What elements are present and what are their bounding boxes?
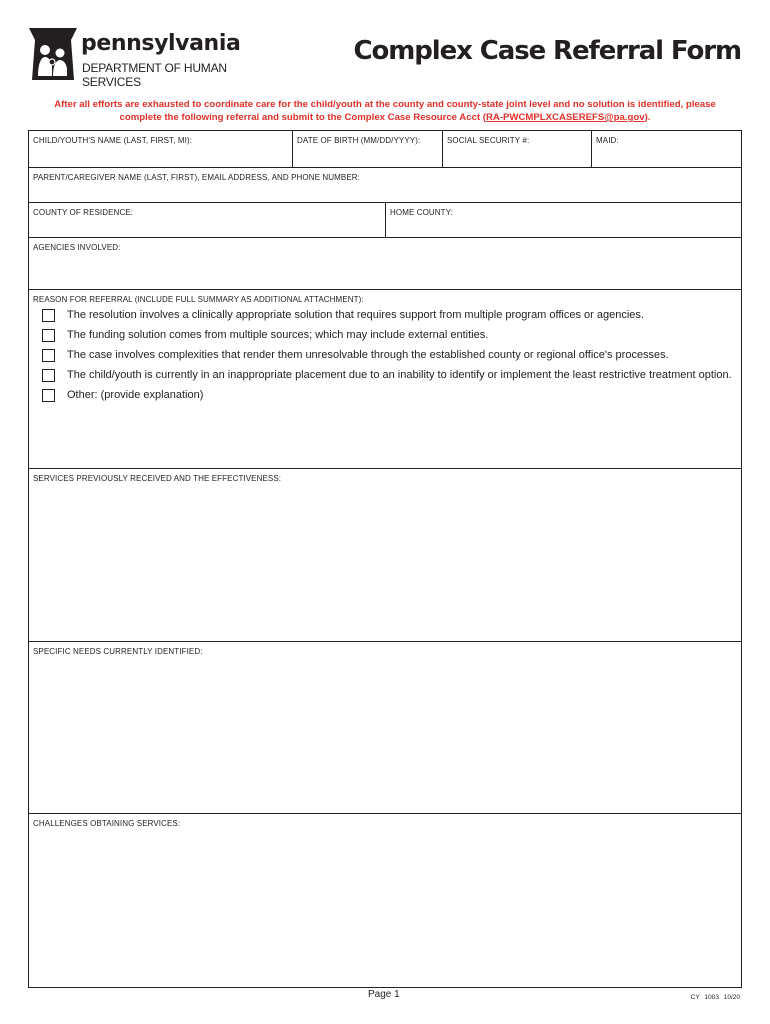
ssn-label: SOCIAL SECURITY #: — [447, 136, 530, 145]
child-name-label: CHILD/YOUTH'S NAME (LAST, FIRST, MI): — [33, 136, 193, 145]
services-label: SERVICES PREVIOUSLY RECEIVED AND THE EFFECTIVENESS: — [33, 474, 282, 483]
reason-option-label: The case involves complexities that render them unresolvable through the established county or regional office's processes. — [67, 349, 669, 361]
instructions-suffix: ). — [644, 112, 651, 123]
maid-label: MAID: — [596, 136, 619, 145]
dob-field[interactable] — [292, 131, 442, 167]
agencies-label: AGENCIES INVOLVED: — [33, 243, 121, 252]
checkbox[interactable] — [42, 349, 55, 362]
checkbox[interactable] — [42, 389, 55, 402]
identity-row — [29, 131, 741, 168]
challenges-field[interactable] — [29, 814, 741, 987]
reason-option-label: The child/youth is currently in an inappropriate placement due to an inability to identify or implement the least restrictive treatment option. — [67, 369, 732, 381]
agencies-field[interactable] — [29, 238, 741, 290]
home-county-field[interactable] — [385, 203, 741, 237]
maid-field[interactable] — [591, 131, 741, 167]
logo-department: DEPARTMENT OF HUMAN SERVICES — [82, 61, 227, 89]
instructions — [28, 98, 742, 124]
county-row — [29, 203, 741, 238]
parent-label: PARENT/CAREGIVER NAME (LAST, FIRST), EMAIL ADDRESS, AND PHONE NUMBER: — [33, 173, 360, 182]
needs-field[interactable] — [29, 642, 741, 814]
child-name-field[interactable] — [29, 131, 292, 167]
reason-label: REASON FOR REFERRAL (INCLUDE FULL SUMMARY AS ADDITIONAL ATTACHMENT): — [33, 295, 364, 304]
pa-dhs-logo — [27, 26, 267, 89]
referral-form — [28, 130, 742, 988]
keystone-family-icon — [27, 26, 79, 82]
reason-option-label: The funding solution comes from multiple sources; which may include external entities. — [67, 329, 489, 341]
services-field[interactable] — [29, 469, 741, 642]
logo-wordmark: pennsylvania — [81, 31, 241, 56]
instructions-line-1: After all efforts are exhausted to coordinate care for the child/youth at the county and county-state joint level and no solution is identified, please — [54, 99, 716, 110]
form-title: Complex Case Referral Form — [353, 36, 741, 66]
ssn-field[interactable] — [442, 131, 591, 167]
instructions-prefix: complete the following referral and submit to the Complex Case Resource Acct ( — [119, 112, 486, 123]
instructions-line-2 — [28, 111, 742, 124]
county-residence-label: COUNTY OF RESIDENCE: — [33, 208, 134, 217]
home-county-label: HOME COUNTY: — [390, 208, 453, 217]
checkbox[interactable] — [42, 309, 55, 322]
dob-label: DATE OF BIRTH (MM/DD/YYYY): — [297, 136, 421, 145]
page-number: Page 1 — [368, 989, 400, 1000]
needs-label: SPECIFIC NEEDS CURRENTLY IDENTIFIED: — [33, 647, 203, 656]
county-residence-field[interactable] — [29, 203, 385, 237]
checkbox[interactable] — [42, 329, 55, 342]
parent-field[interactable] — [29, 168, 741, 203]
reason-option-label: The resolution involves a clinically appropriate solution that requires support from multiple program offices or agencies. — [67, 309, 644, 321]
checkbox[interactable] — [42, 369, 55, 382]
form-code: CY 1003 10/20 — [690, 994, 740, 1001]
reason-option-label: Other: (provide explanation) — [67, 389, 204, 401]
challenges-label: CHALLENGES OBTAINING SERVICES: — [33, 819, 181, 828]
email-link[interactable]: RA-PWCMPLXCASEREFS@pa.gov — [485, 112, 645, 123]
